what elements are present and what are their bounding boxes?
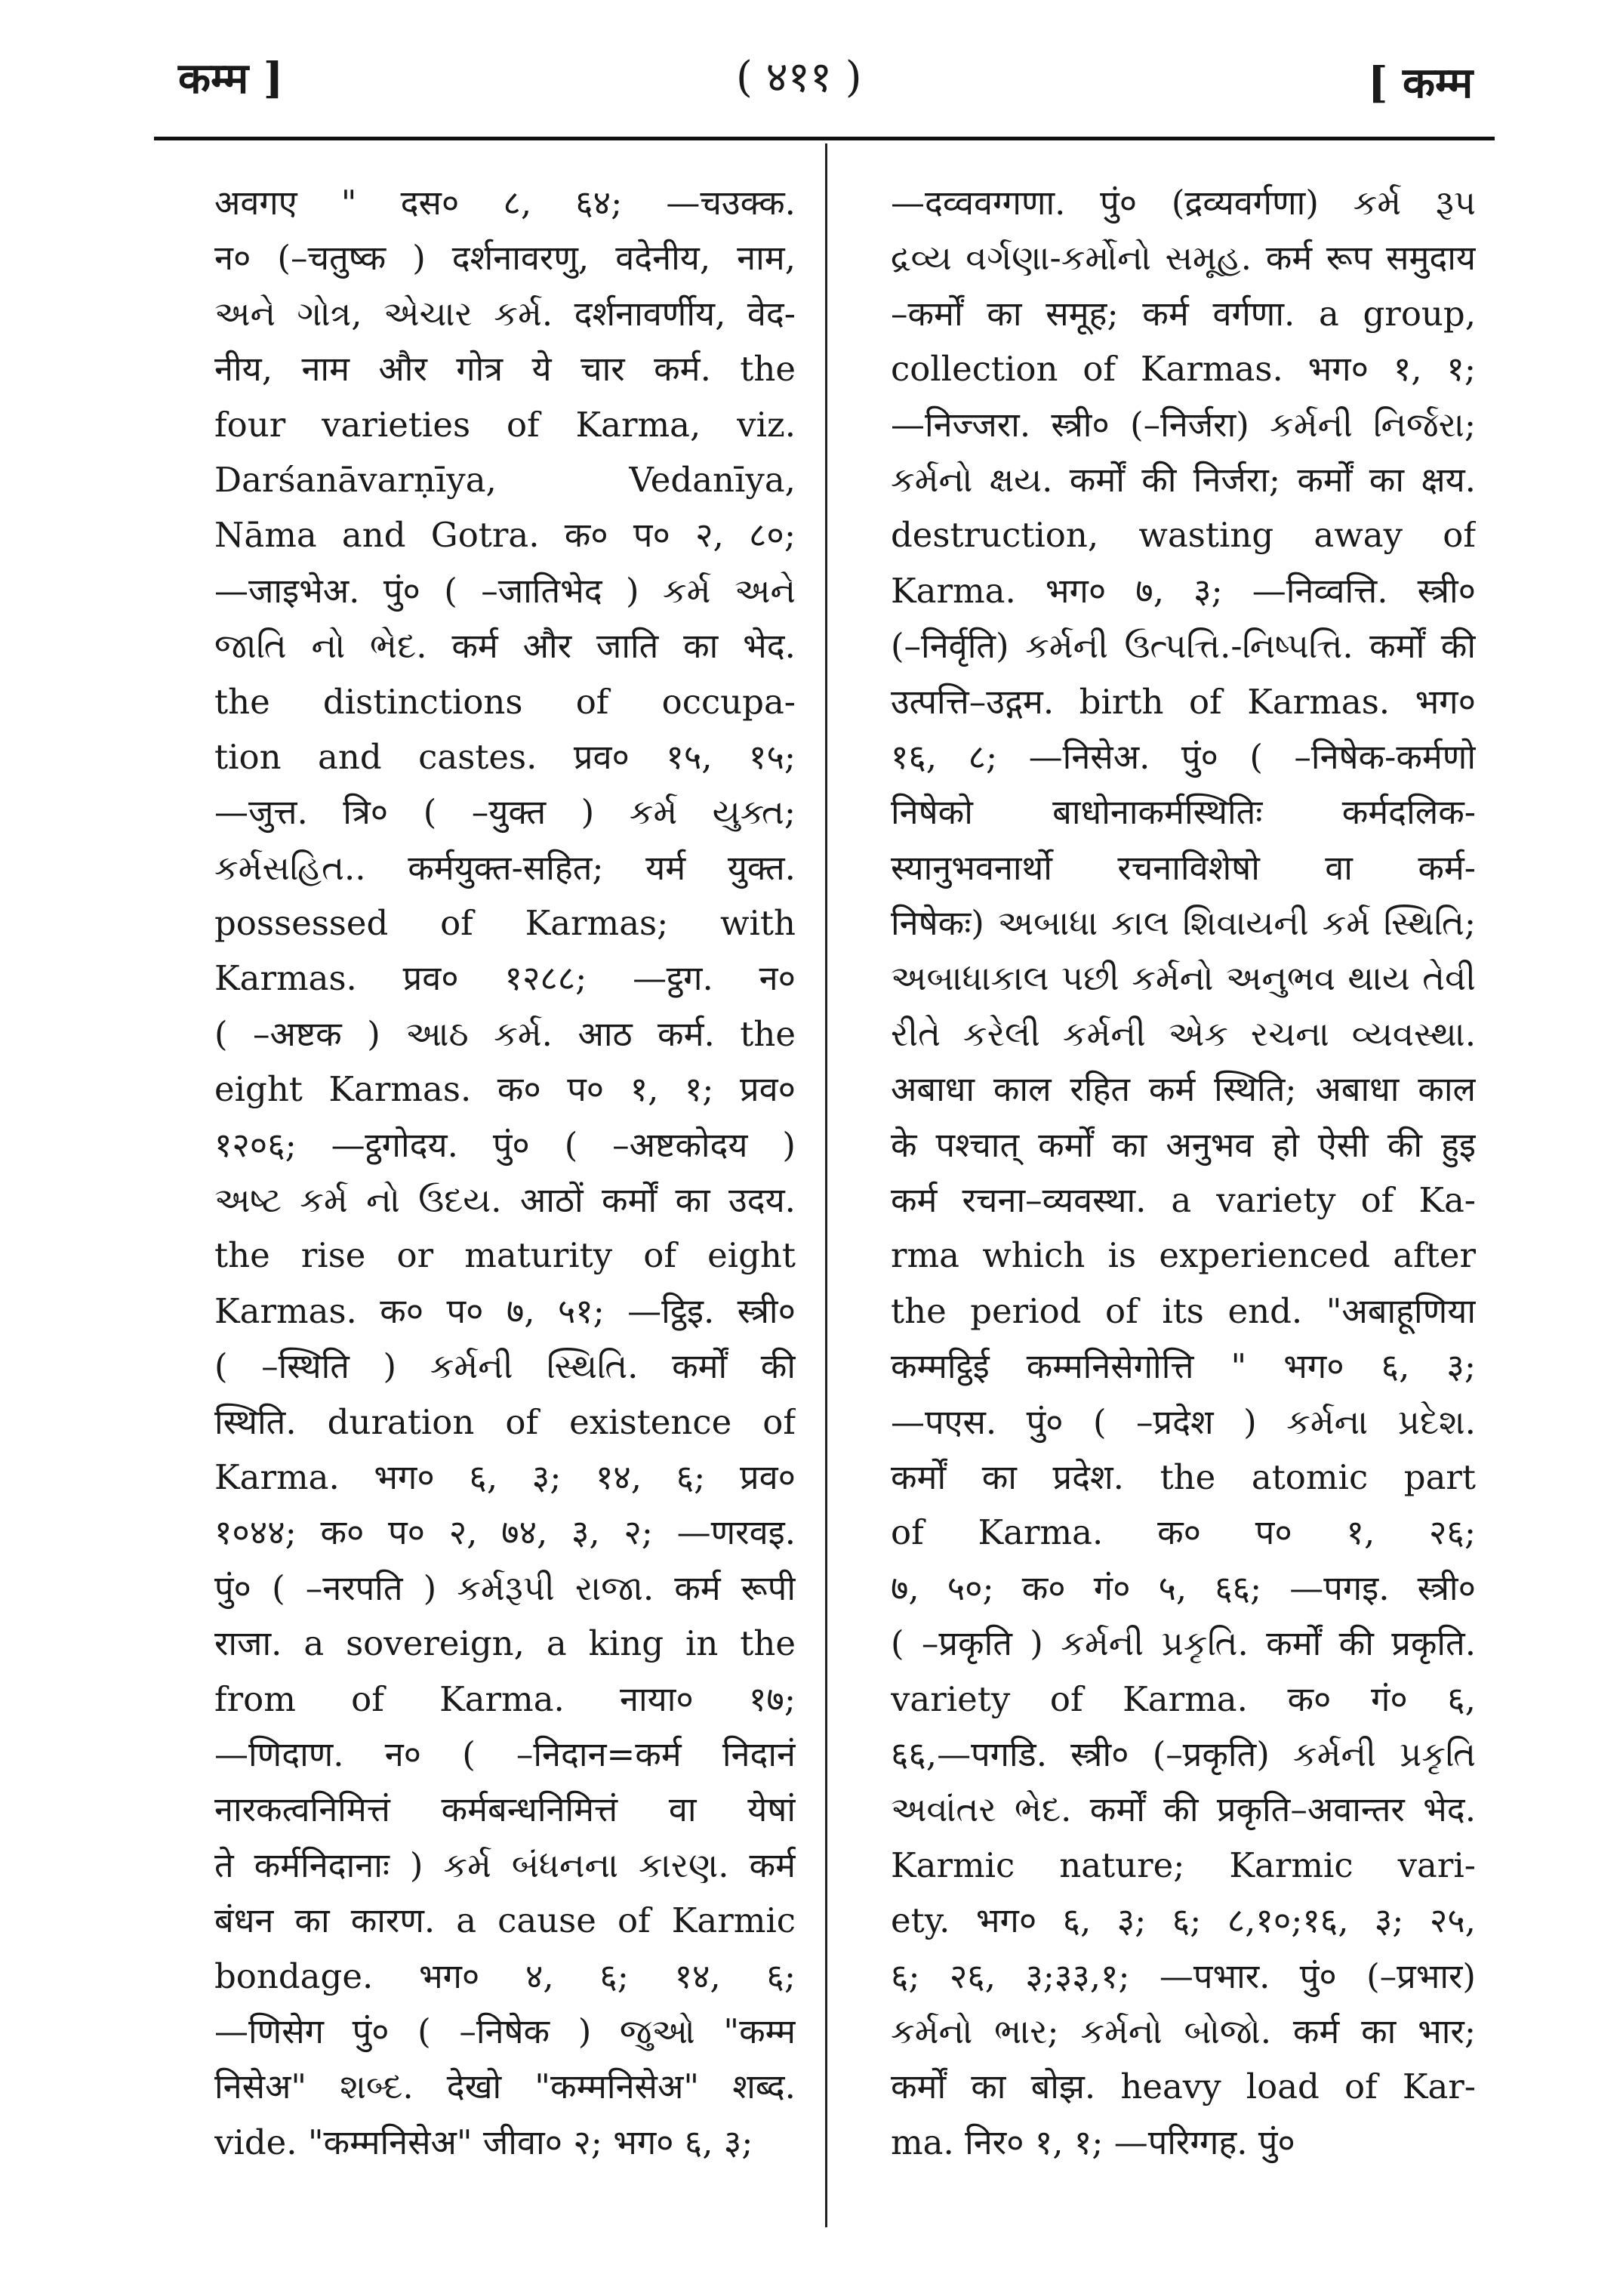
text-line: અને ગોત્ર, એચાર કર્મ. दर्शनावर्णीय, वेद- [214,293,796,334]
header-rule [154,137,1495,140]
text-line: न० (–चतुष्क ) दर्शनावरणु, वदेनीय, नाम, [214,238,796,279]
page-number: ( ४११ ) [736,53,862,102]
text-line: collection of Karmas. भग० १, १; [891,349,1476,390]
text-line: बंधन का कारण. a cause of Karmic [214,1900,796,1941]
text-line: destruction, wasting away of [891,515,1476,556]
text-line: —णिदाण. न० ( –निदान=कर्म निदानं [214,1734,796,1774]
running-head-right: [ कम्म [1368,58,1474,108]
text-line: —निज्जरा. स्त्री० (–निर्जरा) કર્મની નિર્જરા; [891,404,1476,445]
text-line: अबाधा काल रहित कर्म स्थिति; अबाधा काल [891,1069,1476,1110]
text-line: જાતિ નો ભેદ. कर्म और जाति का भेद. [214,626,796,667]
text-line: Nāma and Gotra. क० प० २, ८०; [214,515,796,556]
text-line: ते कर्मनिदानाः ) કર્મ બંધનના કારણ. कर्म [214,1845,796,1885]
text-line: અષ્ટ કર્મ નો ઉદય. आठों कर्मों का उदय. [214,1180,796,1221]
text-line: the rise or maturity of eight [214,1235,796,1276]
text-line: ६६,—पगडि. स्त्री० (–प्रकृति) કર્મની પ્રકૃતિ [891,1734,1476,1774]
left-column [214,175,796,2170]
text-line: tion and castes. प्रव० १५, १५; [214,736,796,777]
text-line: Karma. भग० ७, ३; —निव्वत्ति. स्त्री० [891,570,1476,611]
text-line: Karmic nature; Karmic vari- [891,1845,1476,1885]
text-line: —णिसेग पुं० ( –निषेक ) જુઓ "कम्म [214,2011,796,2051]
right-column [891,175,1476,2170]
text-line: Karma. भग० ६, ३; १४, ६; प्रव० [214,1456,796,1497]
text-line: कम्मट्ठिई कम्मनिसेगोत्ति " भग० ६, ३; [891,1346,1476,1387]
text-line: the distinctions of occupa- [214,681,796,722]
text-line: ७, ५०; क० गं० ५, ६६; —पगइ. स्त्री० [891,1567,1476,1608]
text-line: कर्मों का प्रदेश. the atomic part [891,1456,1476,1497]
text-line: १०४४; क० प० २, ७४, ३, २; —णरवइ. [214,1512,796,1553]
text-line: नारकत्वनिमित्तं कर्मबन्धनिमित्तं वा येषां [214,1789,796,1830]
text-line: eight Karmas. क० प० १, १; प्रव० [214,1069,796,1110]
text-line: રીતે કરેલી કર્મની એક રચના વ્યવસ્થા. [891,1013,1476,1054]
text-line: स्थिति. duration of existence of [214,1401,796,1442]
text-line: नीय, नाम और गोत्र ये चार कर्म. the [214,349,796,390]
text-line: अवगए " दस० ८, ६४; —चउक्क. [214,183,796,223]
text-line: १६, ८; —निसेअ. पुं० ( –निषेक-कर्मणो [891,736,1476,777]
text-line: निषेकः) અબાધા કાલ શિવાયની કર્મ સ્થિતિ; [891,903,1476,944]
text-line: १२०६; —ट्ठगोदय. पुं० ( –अष्टकोदय ) [214,1124,796,1165]
text-line: vide. "कम्मनिसेअ" जीवा० २; भग० ६, ३; [214,2122,753,2162]
text-line: rma which is experienced after [891,1235,1476,1276]
text-line: उत्पत्ति–उद्गम. birth of Karmas. भग० [891,681,1476,722]
text-line: from of Karma. नाया० १७; [214,1678,796,1719]
text-line: ६; २६, ३;३३,१; —पभार. पुं० (–प्रभार) [891,1955,1476,1996]
text-line: —जुत्त. त्रि० ( –युक्त ) કર્મ યુક્ત; [214,792,796,833]
text-line: of Karma. क० प० १, २६; [891,1512,1476,1553]
text-line: (–निर्वृति) કર્મની ઉત્પત્તિ.-નિષ્પત્તિ. कर्मों की [891,626,1476,667]
text-line: અબાધાકાલ પછી કર્મનો અનુભવ થાય તેવી [891,958,1476,999]
text-line: स्यानुभवनार्थो रचनाविशेषो वा कर्म- [891,847,1476,888]
text-line: Karmas. क० प० ७, ५१; —ट्ठिइ. स्त्री० [214,1290,796,1331]
text-line: निषेको बाधोनाकर्मस्थितिः कर्मदलिक- [891,792,1476,833]
text-line: के पश्चात् कर्मों का अनुभव हो ऐसी की हुइ [891,1124,1476,1165]
text-line: Karmas. प्रव० १२८८; —ट्ठग. न० [214,958,796,999]
text-line: ( –अष्टक ) આઠ કર્મ. आठ कर्म. the [214,1013,796,1054]
text-line: कर्मों का बोझ. heavy load of Kar- [891,2066,1476,2107]
text-line: Darśanāvarṇīya, Vedanīya, [214,459,796,500]
text-line: અવાંતર ભેદ. कर्मों की प्रकृति–अवान्तर भेद. [891,1789,1476,1830]
text-line: ety. भग० ६, ३; ६; ८,१०;१६, ३; २५, [891,1900,1476,1941]
text-line: —जाइभेअ. पुं० ( –जातिभेद ) કર્મ અને [214,570,796,611]
text-line: —दव्ववग्गणा. पुं० (द्रव्यवर्गणा) કર્મ રૂપ [891,183,1476,223]
page-header [0,0,1623,151]
text-line: कर्म रचना–व्यवस्था. a variety of Ka- [891,1180,1476,1221]
text-line: four varieties of Karma, viz. [214,404,796,445]
column-divider [825,143,827,2227]
text-line: ( –प्रकृति ) કર્મની પ્રકૃતિ. कर्मों की प्रकृति. [891,1623,1476,1664]
text-line: the period of its end. "अबाहूणिया [891,1290,1476,1331]
text-line: કર્મસહિત.. कर्मयुक्त-सहित; यर्म युक्त. [214,847,796,888]
text-line: દ્રવ્ય વર્ગણા-કર્મોનો સમૂહ. कर्म रूप समुदाय [891,238,1476,279]
text-line: ( –स्थिति ) કર્મની સ્થિતિ. कर्मों की [214,1346,796,1387]
text-line: કર્મનો ક્ષય. कर्मों की निर्जरा; कर्मों का क्षय. [891,459,1476,500]
text-line: possessed of Karmas; with [214,903,796,944]
text-line: કર્મનો ભાર; કર્મનો બોજો. कर्म का भार; [891,2011,1476,2051]
running-head-left: कम्म ] [178,54,284,103]
text-line: ma. निर० १, १; —परिग्गह. पुं० [891,2122,1295,2162]
text-line: पुं० ( –नरपति ) કર્મરૂપી રાજા. कर्म रूपी [214,1567,796,1608]
text-line: bondage. भग० ४, ६; १४, ६; [214,1955,796,1996]
text-line: variety of Karma. क० गं० ६, [891,1678,1476,1719]
text-line: –कर्मों का समूह; कर्म वर्गणा. a group, [891,293,1476,334]
text-line: निसेअ" શબ્દ. देखो "कम्मनिसेअ" शब्द. [214,2066,796,2107]
text-line: राजा. a sovereign, a king in the [214,1623,796,1664]
text-line: —पएस. पुं० ( –प्रदेश ) કર્મના પ્રદેશ. [891,1401,1476,1442]
